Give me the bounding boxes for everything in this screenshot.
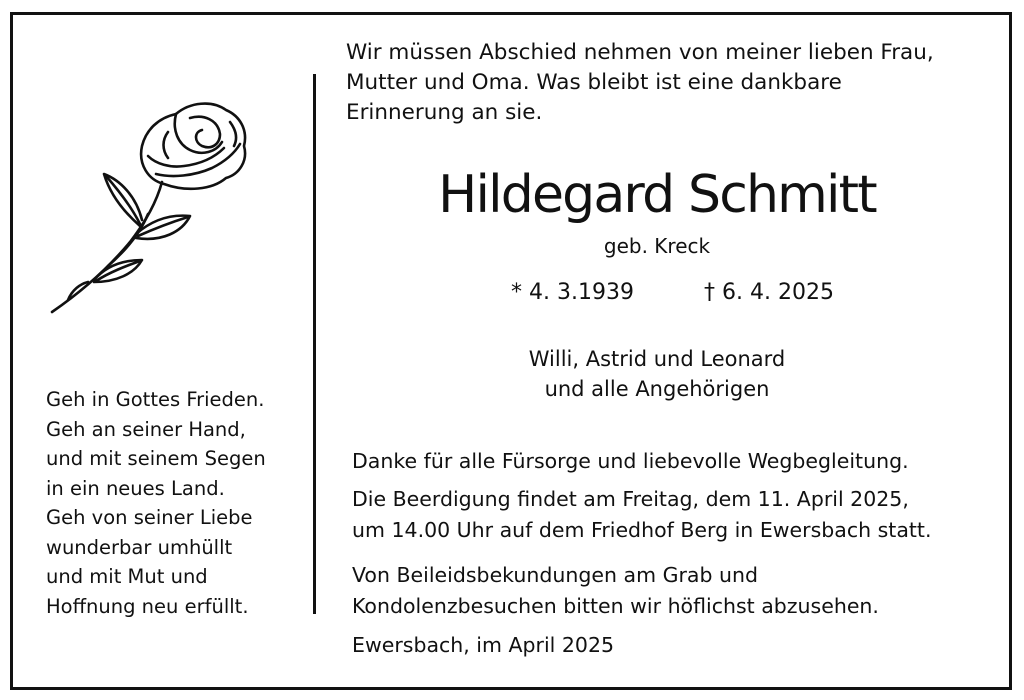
mourners-line: Willi, Astrid und Leonard: [528, 347, 786, 371]
maiden-name: geb. Kreck: [603, 234, 711, 258]
funeral-info: [352, 484, 1002, 546]
funeral-line: Die Beerdigung findet am Freitag, dem 11. April 2025,: [352, 487, 909, 511]
condolence-line: Von Beileidsbekundungen am Grab und: [352, 563, 758, 587]
place-date-line: Ewersbach, im April 2025: [352, 633, 615, 657]
birth-date: * 4. 3.1939: [511, 280, 634, 305]
poem-line: und mit Mut und: [46, 565, 208, 588]
poem: [46, 385, 306, 621]
intro-line: Mutter und Oma. Was bleibt ist eine dankbare: [346, 70, 842, 95]
condolence-line: Kondolenzbesuchen bitten wir höflichst abzusehen.: [352, 594, 879, 618]
poem-line: Hoffnung neu erfüllt.: [46, 594, 249, 618]
intro-text: [346, 38, 986, 128]
rose-icon: [44, 94, 254, 316]
mourners: [346, 344, 968, 404]
funeral-line: um 14.00 Uhr auf dem Friedhof Berg in Ewersbach statt.: [352, 518, 932, 542]
thanks-text: [352, 446, 1002, 477]
poem-line: wunderbar umhüllt: [46, 535, 233, 559]
poem-line: Geh von seiner Liebe: [46, 506, 253, 529]
intro-line: Erinnerung an sie.: [346, 100, 543, 125]
poem-line: Geh an seiner Hand,: [46, 417, 246, 441]
place-date: [352, 630, 1002, 661]
poem-line: in ein neues Land.: [46, 476, 225, 500]
condolence-note: [352, 560, 1002, 622]
thanks-line: Danke für alle Fürsorge und liebevolle Wegbegleitung.: [352, 449, 909, 473]
death-date: † 6. 4. 2025: [704, 280, 834, 305]
vertical-divider: [313, 74, 316, 614]
deceased-name: Hildegard Schmitt: [438, 165, 876, 225]
poem-line: Geh in Gottes Frieden.: [46, 388, 265, 411]
poem-line: und mit seinem Segen: [46, 447, 266, 470]
intro-line: Wir müssen Abschied nehmen von meiner lieben Frau,: [346, 40, 934, 65]
mourners-line: und alle Angehörigen: [544, 377, 770, 401]
